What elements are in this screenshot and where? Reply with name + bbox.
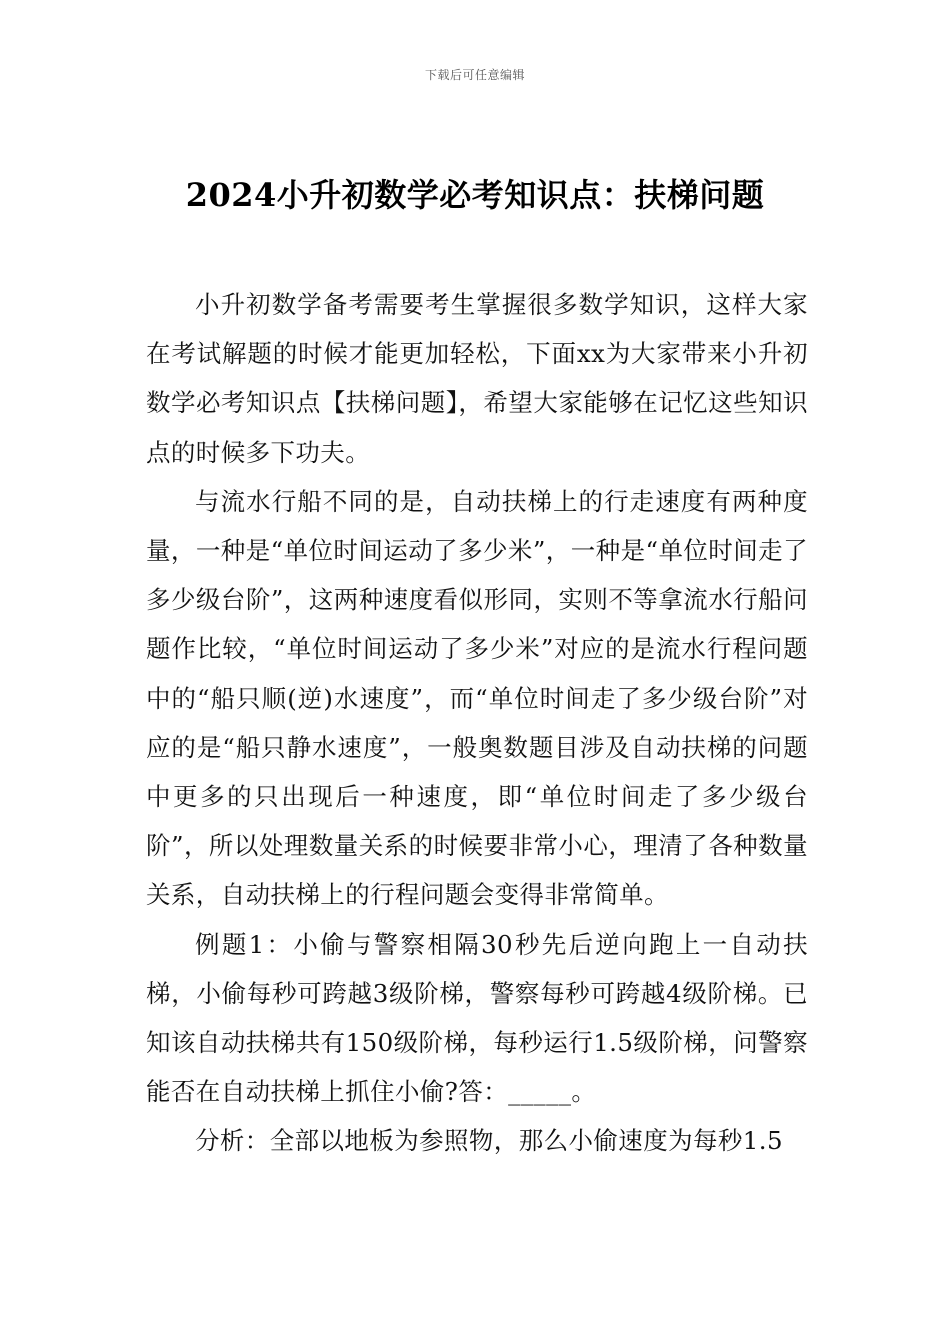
paragraph-intro: 小升初数学备考需要考生掌握很多数学知识，这样大家在考试解题的时候才能更加轻松，下面xx为大家带来小升初数学必考知识点【扶梯问题】，希望大家能够在记忆这些知识点的时候多下功夫。 <box>146 290 808 467</box>
header-note: 下载后可任意编辑 <box>424 68 525 82</box>
document-body <box>146 280 808 1166</box>
paragraph-analysis: 分析：全部以地板为参照物，那么小偷速度为每秒1.5 <box>195 1126 783 1156</box>
document-title: 2024小升初数学必考知识点：扶梯问题 <box>185 176 765 214</box>
paragraph-example-1: 例题1：小偷与警察相隔30秒先后逆向跑上一自动扶梯，小偷每秒可跨越3级阶梯，警察每秒可跨越4级阶梯。已知该自动扶梯共有150级阶梯，每秒运行1.5级阶梯，问警察能否在自动扶梯上抓住小偷?答：_____。 <box>146 929 808 1107</box>
paragraph-explanation: 与流水行船不同的是，自动扶梯上的行走速度有两种度量，一种是“单位时间运动了多少米”，一种是“单位时间走了多少级台阶”，这两种速度看似形同，实则不等拿流水行船问题作比较，“单位时间运动了多少米”对应的是流水行程问题中的“船只顺(逆)水速度”，而“单位时间走了多少级台阶”对应的是“船只静水速度”，一般奥数题目涉及自动扶梯的问题中更多的只出现后一种速度，即“单位时间走了多少级台阶”，所以处理数量关系的时候要非常小心，理清了各种数量关系，自动扶梯上的行程问题会变得非常简单。 <box>146 486 808 910</box>
